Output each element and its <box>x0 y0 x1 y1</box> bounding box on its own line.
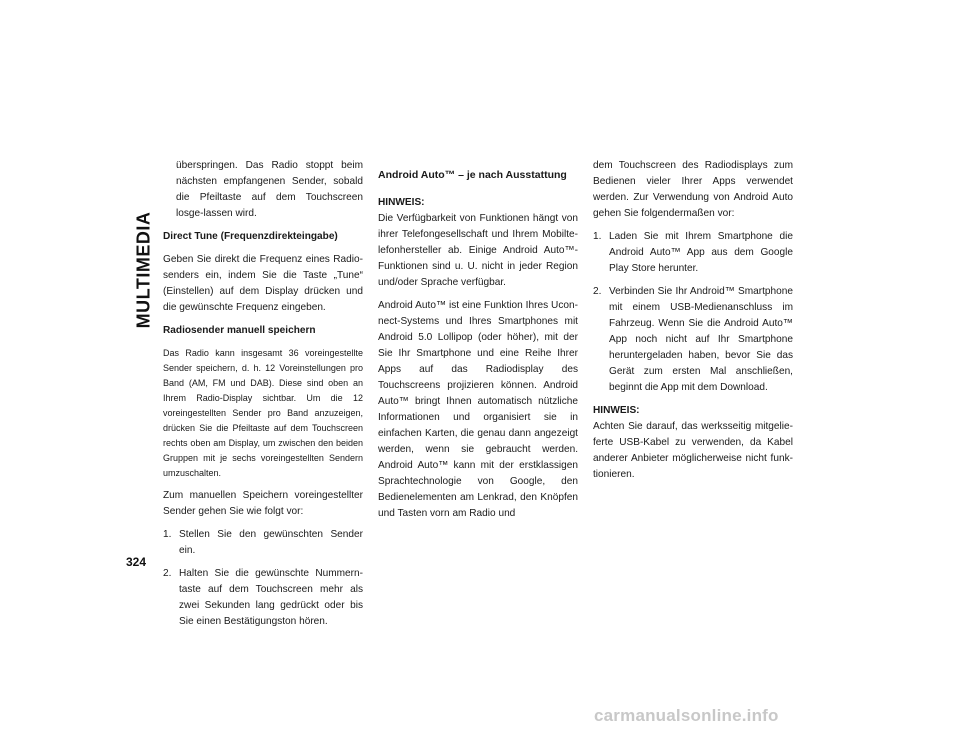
section-side-label <box>130 170 158 370</box>
watermark-text: carmanualsonline.info <box>594 706 779 725</box>
list-item <box>163 566 363 630</box>
step-text: Halten Sie die gewünschte Nummern-taste auf dem Touchscreen mehr als zwei Sekunden lang gedrückt oder bis Sie einen Bestätigungston hören. <box>179 568 363 627</box>
continued-paragraph: überspringen. Das Radio stoppt beim nächsten empfangenen Sender, sobald die Pfeiltaste auf dem Touchscreen losge-lassen wird. <box>176 160 363 219</box>
android-auto-title: Android Auto™ – je nach Ausstattung <box>378 169 567 181</box>
step-number: 1. <box>163 529 172 540</box>
continued-paragraph: dem Touchscreen des Radiodisplays zum Bedienen vieler Ihrer Apps verwendet werden. Zur Verwendung von Android Auto gehen Sie folgendermaßen vor: <box>593 160 793 219</box>
note-label: HINWEIS: <box>593 405 640 416</box>
section-side-label-text: MULTIMEDIA <box>133 211 154 329</box>
android-auto-body: Android Auto™ ist eine Funktion Ihres Ucon-nect-Systems und Ihres Smartphones mit Android 5.0 Lollipop (oder höher), mit der Sie Ihr Smartphone und eine Reihe Ihrer Apps auf das Radiodisplay des Touchscreens projizieren können. Android Auto™ bringt Ihnen automatisch nützliche Informationen und organisiert sie in einfachen Karten, die genau dann angezeigt werden, wenn sie gebraucht werden. Android Auto™ kann mit der erstklassigen Sprachtechnologie von Google, den Bedienelementen am Lenkrad, den Knöpfen und Tasten vorn am Radio und <box>378 300 578 519</box>
step-text: Stellen Sie den gewünschten Sender ein. <box>179 529 363 556</box>
column-middle <box>378 158 578 529</box>
note-text: Die Verfügbarkeit von Funktionen hängt von ihrer Telefongesellschaft und Ihrem Mobilte-lefonhersteller ab. Einige Android Auto™-Funktionen sind u. U. nicht in jeder Region und/oder Sprache verfügbar. <box>378 213 578 288</box>
step-number: 2. <box>593 286 602 297</box>
step-text: Laden Sie mit Ihrem Smartphone die Android Auto™ App aus dem Google Play Store herunter. <box>609 231 793 274</box>
note-label: HINWEIS: <box>378 197 425 208</box>
step-number: 2. <box>163 568 172 579</box>
list-item <box>593 284 793 396</box>
presets-steps-list <box>163 527 363 630</box>
direct-tune-heading: Direct Tune (Frequenzdirekteingabe) <box>163 231 338 242</box>
step-text: Verbinden Sie Ihr Android™ Smartphone mit einem USB-Medienanschluss im Fahrzeug. Wenn Sie die Android Auto™ App noch nicht auf Ihr Smartphone heruntergeladen haben, bevor Sie das Gerät zum ersten Mal anschließen, beginnt die App mit dem Download. <box>609 286 793 393</box>
step-number: 1. <box>593 231 602 242</box>
android-auto-steps-list <box>593 229 793 396</box>
presets-note: Das Radio kann insgesamt 36 voreingestellte Sender speichern, d. h. 12 Voreinstellungen pro Band (AM, FM und DAB). Diese sind oben an Ihrem Radio-Display sichtbar. Um die 12 voreingestellten Sender pro Band anzuzeigen, drücken Sie die Pfeiltaste auf dem Touchscreen rechts oben am Display, um zwischen den beiden Gruppen mit je sechs voreingestellten Sendern umzuschalten. <box>163 348 363 478</box>
presets-heading: Radiosender manuell speichern <box>163 325 316 336</box>
list-item <box>163 527 363 559</box>
presets-intro: Zum manuellen Speichern voreingestellter Sender gehen Sie wie folgt vor: <box>163 490 363 517</box>
direct-tune-paragraph: Geben Sie direkt die Frequenz eines Radio-senders ein, indem Sie die Taste „Tune“ (Einstellen) auf dem Display drücken und die gewünschte Frequenz eingeben. <box>163 254 363 313</box>
list-item <box>593 229 793 277</box>
page-number: 324 <box>126 555 147 569</box>
column-right <box>593 158 793 490</box>
note-text: Achten Sie darauf, das werksseitig mitgelie-ferte USB-Kabel zu verwenden, da Kabel anderer Anbieter möglicherweise nicht funk-tionieren. <box>593 421 793 480</box>
column-left <box>163 158 363 637</box>
